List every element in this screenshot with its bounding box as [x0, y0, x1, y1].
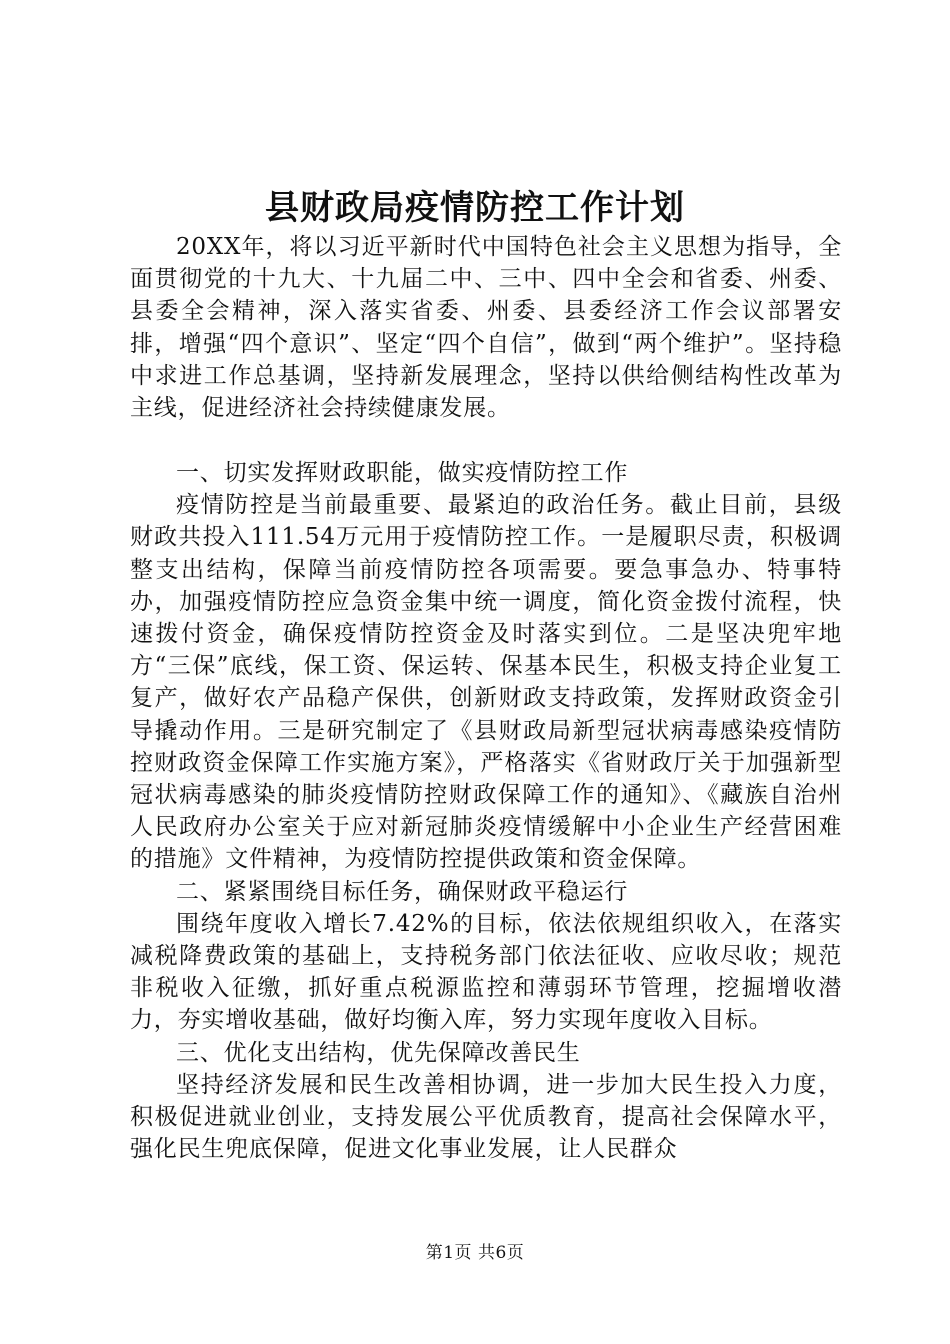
page-footer: 第1页 共6页	[425, 1243, 525, 1263]
section-2-heading: 二、紧紧围绕目标任务，确保财政平稳运行	[176, 878, 629, 905]
section-1-heading: 一、切实发挥财政职能，做实疫情防控工作	[176, 460, 629, 486]
intro-block	[130, 231, 842, 424]
intro-paragraph: 20XX年，将以习近平新时代中国特色社会主义思想为指导，全面贯彻党的十九大、十九届二中、三中、四中全会和省委、州委、县委全会精神，深入落实省委、州委、县委经济工作会议部署安排，增强“四个意识”、坚定“四个自信”，做到“两个维护”。坚持稳中求进工作总基调，坚持新发展理念，坚持以供给侧结构性改革为主线，促进经济社会持续健康发展。	[130, 234, 842, 422]
section-3-heading: 三、优化支出结构，优先保障改善民生	[176, 1039, 581, 1066]
document-title: 县财政局疫情防控工作计划	[265, 188, 685, 228]
sections-block	[130, 457, 842, 1165]
section-3-body: 坚持经济发展和民生改善相协调，进一步加大民生投入力度，积极促进就业创业，支持发展公平优质教育，提高社会保障水平，强化民生兜底保障，促进文化事业发展，让人民群众	[130, 1071, 842, 1163]
section-1-body: 疫情防控是当前最重要、最紧迫的政治任务。截止目前，县级财政共投入111.54万元用于疫情防控工作。一是履职尽责，积极调整支出结构，保障当前疫情防控各项需要。要急事急办、特事特办，加强疫情防控应急资金集中统一调度，简化资金拨付流程，快速拨付资金，确保疫情防控资金及时落实到位。二是坚决兜牢地方“三保”底线，保工资、保运转、保基本民生，积极支持企业复工复产，做好农产品稳产保供，创新财政支持政策，发挥财政资金引导撬动作用。三是研究制定了《县财政局新型冠状病毒感染疫情防控财政资金保障工作实施方案》，严格落实《省财政厅关于加强新型冠状病毒感染的肺炎疫情防控财政保障工作的通知》、《藏族自治州人民政府办公室关于应对新冠肺炎疫情缓解中小企业生产经营困难的措施》文件精神，为疫情防控提供政策和资金保障。	[130, 492, 842, 873]
section-2-body: 围绕年度收入增长7.42%的目标，依法依规组织收入，在落实减税降费政策的基础上，支持税务部门依法征收、应收尽收；规范非税收入征缴，抓好重点税源监控和薄弱环节管理，挖掘增收潜力，夯实增收基础，做好均衡入库，努力实现年度收入目标。	[130, 910, 842, 1034]
